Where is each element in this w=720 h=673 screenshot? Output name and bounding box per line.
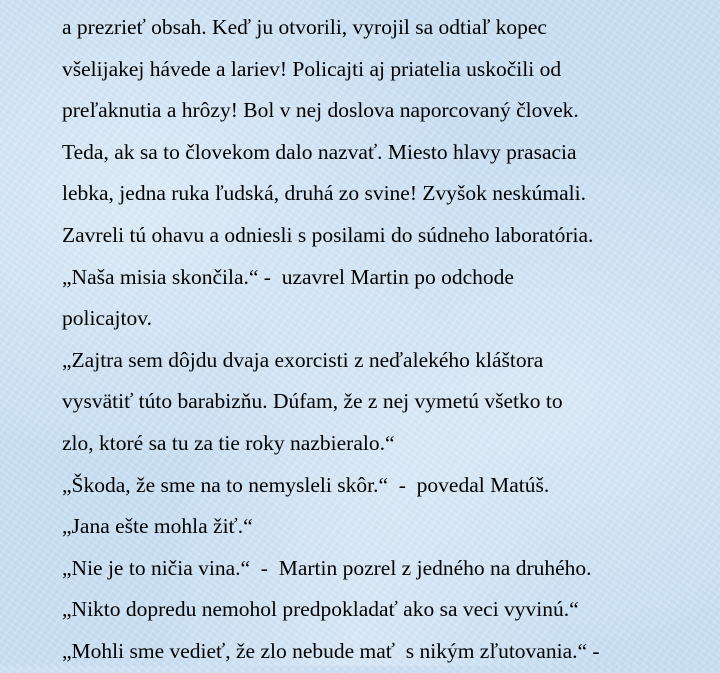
text-line: „Naša misia skončila.“ - uzavrel Martin po odchode bbox=[62, 264, 514, 289]
text-line: zlo, ktoré sa tu za tie roky nazbieralo.“ bbox=[62, 430, 395, 455]
text-line: policajtov. bbox=[62, 306, 152, 331]
text-line: Teda, ak sa to človekom dalo nazvať. Miesto hlavy prasacia bbox=[62, 139, 577, 164]
text-line: všelijakej hávede a lariev! Policajti aj priatelia uskočili od bbox=[62, 56, 562, 81]
text-line: vysvätiť túto barabizňu. Dúfam, že z nej vymetú všetko to bbox=[62, 389, 563, 414]
text-line: „Škoda, že sme na to nemysleli skôr.“ - povedal Matúš. bbox=[62, 472, 550, 497]
text-line: „Nie je to ničia vina.“ - Martin pozrel z jedného na druhého. bbox=[62, 555, 592, 580]
text-line: „Mohli sme vedieť, že zlo nebude mať s nikým zľutovania.“ - bbox=[62, 638, 600, 663]
text-line: „Jana ešte mohla žiť.“ bbox=[62, 514, 253, 539]
text-line: Zavreli tú ohavu a odniesli s posilami do súdneho laboratória. bbox=[62, 222, 594, 247]
text-line: „Nikto dopredu nemohol predpokladať ako sa veci vyvinú.“ bbox=[62, 597, 579, 622]
document-page bbox=[62, 7, 712, 673]
text-line: preľaknutia a hrôzy! Bol v nej doslova naporcovaný človek. bbox=[62, 98, 579, 123]
text-line: lebka, jedna ruka ľudská, druhá zo svine! Zvyšok neskúmali. bbox=[62, 181, 586, 206]
text-line: „Zajtra sem dôjdu dvaja exorcisti z neďalekého kláštora bbox=[62, 347, 544, 372]
text-line: a prezrieť obsah. Keď ju otvorili, vyrojil sa odtiaľ kopec bbox=[62, 15, 547, 39]
